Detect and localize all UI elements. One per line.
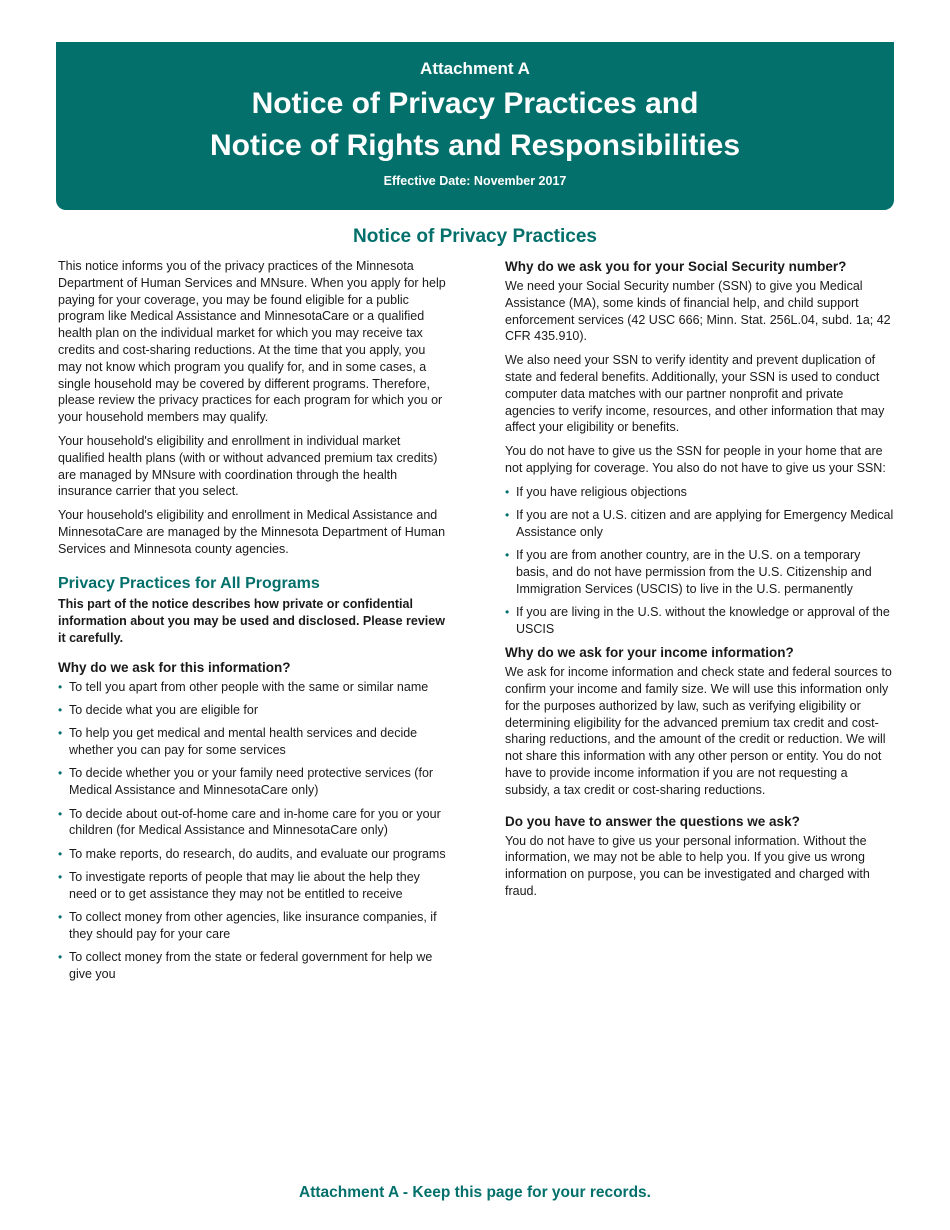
document-title-line-2: Notice of Rights and Responsibilities [209, 129, 741, 162]
header-banner [56, 42, 894, 210]
footer-note: Attachment A - Keep this page for your records. [299, 1184, 651, 1201]
list-item: • If you are living in the U.S. without the knowledge or approval of the USCIS [505, 604, 895, 638]
list-item: • To tell you apart from other people with the same or similar name [58, 679, 450, 696]
answer-paragraph: You do not have to give us your personal information. Without the information, we may not be able to help you. If you give us wrong information on purpose, you can be investigated and charged with fraud. [505, 833, 870, 898]
list-item: • To help you get medical and mental health services and decide whether you can pay for some services [58, 725, 450, 759]
intro-paragraph: Your household's eligibility and enrollment in individual market qualified health plans (with or without advanced premium tax credits) are managed by MNsure with coordination through the health insurance carrier that you select. [58, 433, 438, 499]
attachment-label: Attachment A [420, 59, 530, 78]
income-heading: Why do we ask for your income information? [505, 645, 794, 661]
left-column [58, 258, 450, 989]
ssn-heading: Why do we ask you for your Social Security number? [505, 259, 847, 274]
why-list [58, 679, 450, 983]
list-item: • To investigate reports of people that may lie about the help they need or to get assistance they may not be entitled to receive [58, 869, 450, 903]
income-paragraph: We ask for income information and check state and federal sources to confirm your income and family size. We will use this information only for the purposes authorized by law, such as verifying eligibility or determining eligibility for the advanced premium tax credit and cost-sharing reductions, and the amount of the credit or reduction. We will not share this information with any other person or entity. You do not have to provide income information if you are not requesting a subsidy, a tax credit or cost-sharing reductions. [505, 665, 892, 797]
ssn-paragraph: We need your Social Security number (SSN) to give you Medical Assistance (MA), some kinds of financial help, and child support enforcement services (42 USC 666; Minn. Stat. 256L.04, subd. 1a; 42 CFR 435.910). [505, 279, 891, 344]
section-title: Notice of Privacy Practices [353, 226, 597, 247]
document-title-line-1: Notice of Privacy Practices and [251, 87, 699, 120]
list-item: • To collect money from the state or federal government for help we give you [58, 949, 450, 983]
ssn-exemption-list [505, 484, 895, 638]
intro-paragraph: This notice informs you of the privacy practices of the Minnesota Department of Human Services and MNsure. When you apply for help paying for your coverage, you may be found eligible for a public program like Medical Assistance and MinnesotaCare or a qualified health plan on the individual market for which you may receive tax credits and cost-sharing reductions. At the time that you apply, you may not know which program you qualify for, and in some cases, a single household may be covered by different programs. Therefore, please review the privacy practices for each program for which you or your household members may qualify. [58, 259, 446, 425]
list-item: • If you are from another country, are in the U.S. on a temporary basis, and do not have permission from the U.S. Citizenship and Immigration Services (USCIS) to live in the U.S. permanently [505, 547, 895, 597]
ssn-paragraph: We also need your SSN to verify identity and prevent duplication of state and federal benefits. Additionally, your SSN is used to conduct computer data matches with our partner nonprofit and private agencies to verify income, resources, and other information that may affect your eligibility or benefits. [505, 353, 885, 435]
ssn-paragraph: You do not have to give us the SSN for people in your home that are not applying for coverage. You also do not have to give us your SSN: [505, 444, 886, 475]
subsection-title: Privacy Practices for All Programs [58, 574, 320, 592]
list-item: • To collect money from other agencies, like insurance companies, if they should pay for your care [58, 909, 450, 943]
list-item: • To decide about out-of-home care and in-home care for you or your children (for Medical Assistance and MinnesotaCare only) [58, 806, 450, 840]
intro-paragraph: Your household's eligibility and enrollment in Medical Assistance and MinnesotaCare are managed by the Minnesota Department of Human Services and Minnesota county agencies. [58, 508, 446, 556]
list-item: • To decide whether you or your family need protective services (for Medical Assistance and MinnesotaCare only) [58, 765, 450, 799]
answer-heading: Do you have to answer the questions we ask? [505, 813, 800, 829]
subsection-lead: This part of the notice describes how private or confidential information about you may be used and disclosed. Please review it carefully. [58, 597, 445, 645]
list-item: • To make reports, do research, do audits, and evaluate our programs [58, 846, 450, 863]
list-item: • If you have religious objections [505, 484, 895, 501]
right-column [505, 258, 895, 907]
effective-date: Effective Date: November 2017 [383, 174, 567, 188]
list-item: • To decide what you are eligible for [58, 702, 450, 719]
why-heading: Why do we ask for this information? [58, 659, 291, 675]
list-item: • If you are not a U.S. citizen and are applying for Emergency Medical Assistance only [505, 507, 895, 541]
